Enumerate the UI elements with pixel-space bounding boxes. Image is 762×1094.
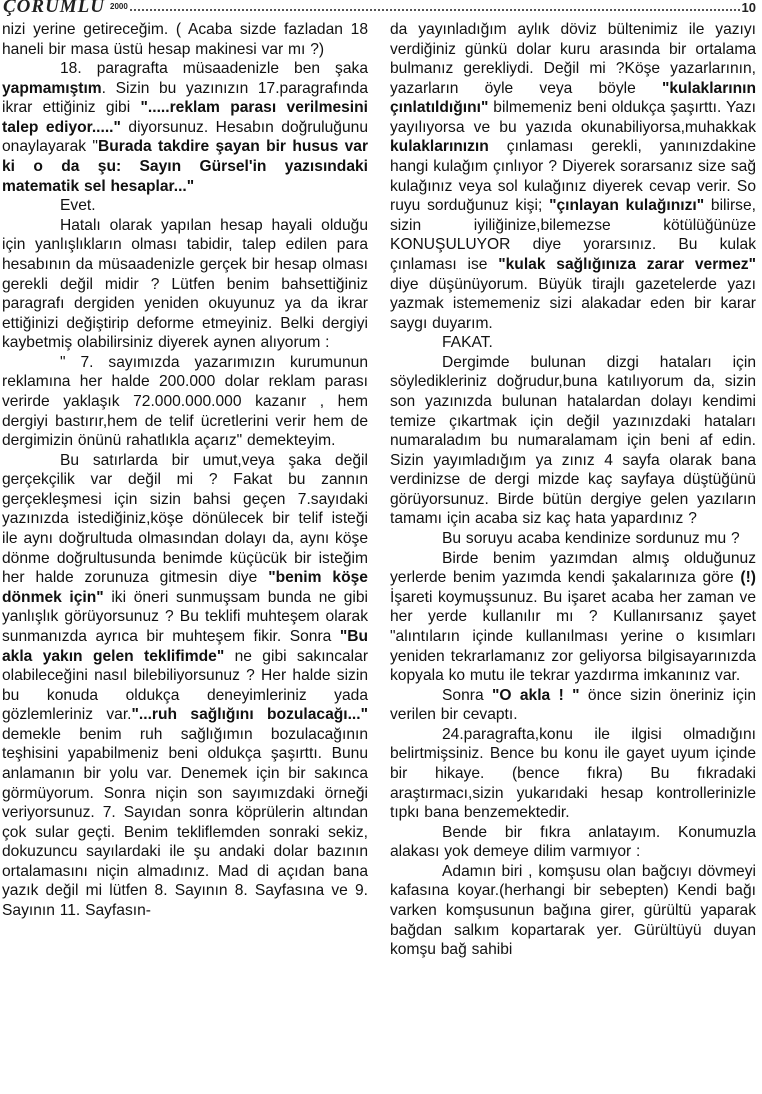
- left-column: [2, 20, 368, 921]
- paragraph: Bu soruyu acaba kendinize sordunuz mu ?: [442, 530, 740, 548]
- paragraph: Sonra "O akla ! " önce sizin öneriniz için verilen bir cevaptı.: [390, 686, 756, 724]
- page-number: 10: [741, 0, 756, 15]
- paragraph: 24.paragrafta,konu ile ilgisi olmadığını belirtmişsiniz. Bence bu konu ile gayet uyum içinde bir hikaye. (bence fıkra) Bu fıkradaki araştırmacı,sizin yukarıdaki hesap kontrollerinizle tıpkı bana benzemektedir.: [390, 725, 756, 822]
- paragraph: Bende bir fıkra anlatayım. Konumuzla alakası yok demeye dilim varmıyor :: [390, 823, 756, 861]
- paragraph: nizi yerine getireceğim. ( Acaba sizde fazladan 18 haneli bir masa üstü hesap makinesi var mı ?): [2, 21, 368, 58]
- quoted-paragraph: " 7. sayımızda yazarımızın kurumunun reklamına her halde 200.000 dolar reklam parası verirde yaklaşık 72.000.000.000 kazanır , hem dergiyi bastırır,hem de telif ücretlerini verir hem de dergimizin önünü rahatlıkla açarız" demekteyim.: [2, 353, 368, 450]
- magazine-logo: ÇORUMLU: [3, 0, 106, 17]
- right-column: [390, 20, 756, 960]
- paragraph: Birde benim yazımdan almış olduğunuz yerlerde benim yazımda kendi şakalarınıza göre (!) İşareti koymuşsunuz. Bu işaret acaba her zaman ve her yerde kullanılır mı ? Kullanırsanız şayet "alıntıların içinde kullanılması yerine o kısımları yeniden tekrarlamanız zor geliyorsa bilgisayarınızda kopyala ko mutu ile tekrar yazdırma imkanınız var.: [390, 549, 756, 685]
- issue-year: 2000: [110, 2, 128, 11]
- paragraph: FAKAT.: [442, 334, 493, 352]
- page-header: [0, 0, 762, 18]
- paragraph: Evet.: [60, 197, 96, 215]
- paragraph: Adamın biri , komşusu olan bağcıyı dövmeyi kafasına koyar.(herhangi bir sebepten) Kendi bağı varken komşusunun bağına girer, gürültü yaparak bağdan salkım kopartarak yer. Gürültüyü duyan komşu bağ sahibi: [390, 862, 756, 959]
- paragraph: Hatalı olarak yapılan hesap hayali olduğu için yanlışlıkların olması tabidir, talep edilen para hesabının da müsaadenizle gerçek bir hesap olması gerekli değil midir ? Lütfen benim bahsettiğiniz paragrafı dergiden yeniden okuyunuz ya da ikrar ettiğinizi değiştirip deforme etmeyiniz. Belki dergiyi kaybetmiş olabilirsiniz diyerek aynen alıyorum :: [2, 216, 368, 352]
- paragraph: da yayınladığım aylık döviz bültenimiz ile yazıyı verdiğiniz günkü dolar kuru arasında bir ortalama bulmanız gerekliydi. Değil mi ?Köşe yazarlarının, yazarların öyle veya böyle "kulaklarının çınlatıldığını" bilmemeniz beni oldukça şaşırttı. Yazı yayılıyorsa ve bu yazıda okunabiliyorsa,muhakkak kulaklarınızın çınlaması gerekli, yanınızdakine hangi kulağım çınlıyor ? Diyerek sorarsanız size sağ kulağınız veya sol kulağınız diyerek cevap verir. So ruyu sorduğunuz kişi; "çınlayan kulağınızı" bilirse, sizin iyiliğinize,bilemezse kötülüğünüze KONUŞULUYOR diye yorarsınız. Bu kulak çınlaması ise "kulak sağlığınıza zarar vermez" diye düşünüyorum. Büyük tirajlı gazetelerde yazı yazmak istememeniz sizi alakadar eden bir karar saygı duyarım.: [390, 21, 756, 332]
- paragraph: Bu satırlarda bir umut,veya şaka değil gerçekçilik var değil mi ? Fakat bu zannın gerçekleşmesi için sizin bahsi geçen 7.sayıdaki yazınızda istediğiniz,köşe dönülecek bir telif isteği ile aynı doğrultuda olmasından dolayı da, aynı köşe dönme doğrultusunda benimde küçücük bir isteğim her halde zorunuza gitmesin diye "benim köşe dönmek için" iki öneri sunmuşsam bunda ne gibi yanlışlık görüyorsunuz ? Bu teklifi muhteşem olarak sunmanızda ayrıca bir muhteşem fikir. Sonra "Bu akla yakın gelen teklifimde" ne gibi sakıncalar olabileceğini nasıl bilebiliyorsunuz ? Her halde sizin bu konuda oldukça deneyimleriniz yada gözlemleriniz var."...ruh sağlığını bozulacağı..." demekle benim ruh sağlığımın bozulacağının teşhisini yapabilmeniz beni oldukça şaşırttı. Bunu anlamanın bir yolu var. Denemek için bir sakınca görmüyorum. Sonra niçin son sayımızdaki örneği veriyorsunuz. 7. Sayıdan sonra köprülerin altından çok sular geçti. Benim tekliflemden sonraki sekiz, dokuzuncu sayılardaki ile şu andaki dolar bazının ortalamasını niçin almadınız. Mad di açıdan bana yazık değil mi lütfen 8. Sayının 8. Sayfasına ve 9. Sayının 11. Sayfasın-: [2, 451, 369, 920]
- header-dotted-rule: [130, 9, 740, 11]
- paragraph: Dergimde bulunan dizgi hataları için söyledikleriniz doğrudur,buna katılıyorum da, sizin son yazınızda bulunan hatalardan dolayı kendimi temize çıkartmak için değil yazınızdaki hataları numaraladım bu numaralamam için beni af edin. Sizin yayımladığım ya zınız 4 sayfa olarak bana verdinizse de dergi mizde kaç sayfaya düştüğünü görüyorsunuz. Birde bütün dergiye gelen yazıların tamamı için acaba siz kaç hata yapardınız ?: [390, 353, 756, 528]
- paragraph: 18. paragrafta müsaadenizle ben şaka yapmamıştım. Sizin bu yazınızın 17.paragrafında ikrar ettiğiniz gibi ".....reklam parası verilmesini talep ediyor....." diyorsunuz. Hesabın doğruluğunu onaylayarak "Burada takdire şayan bir husus var ki o da şu: Sayın Gürsel'in yazısındaki matematik sel hesaplar...": [2, 60, 369, 195]
